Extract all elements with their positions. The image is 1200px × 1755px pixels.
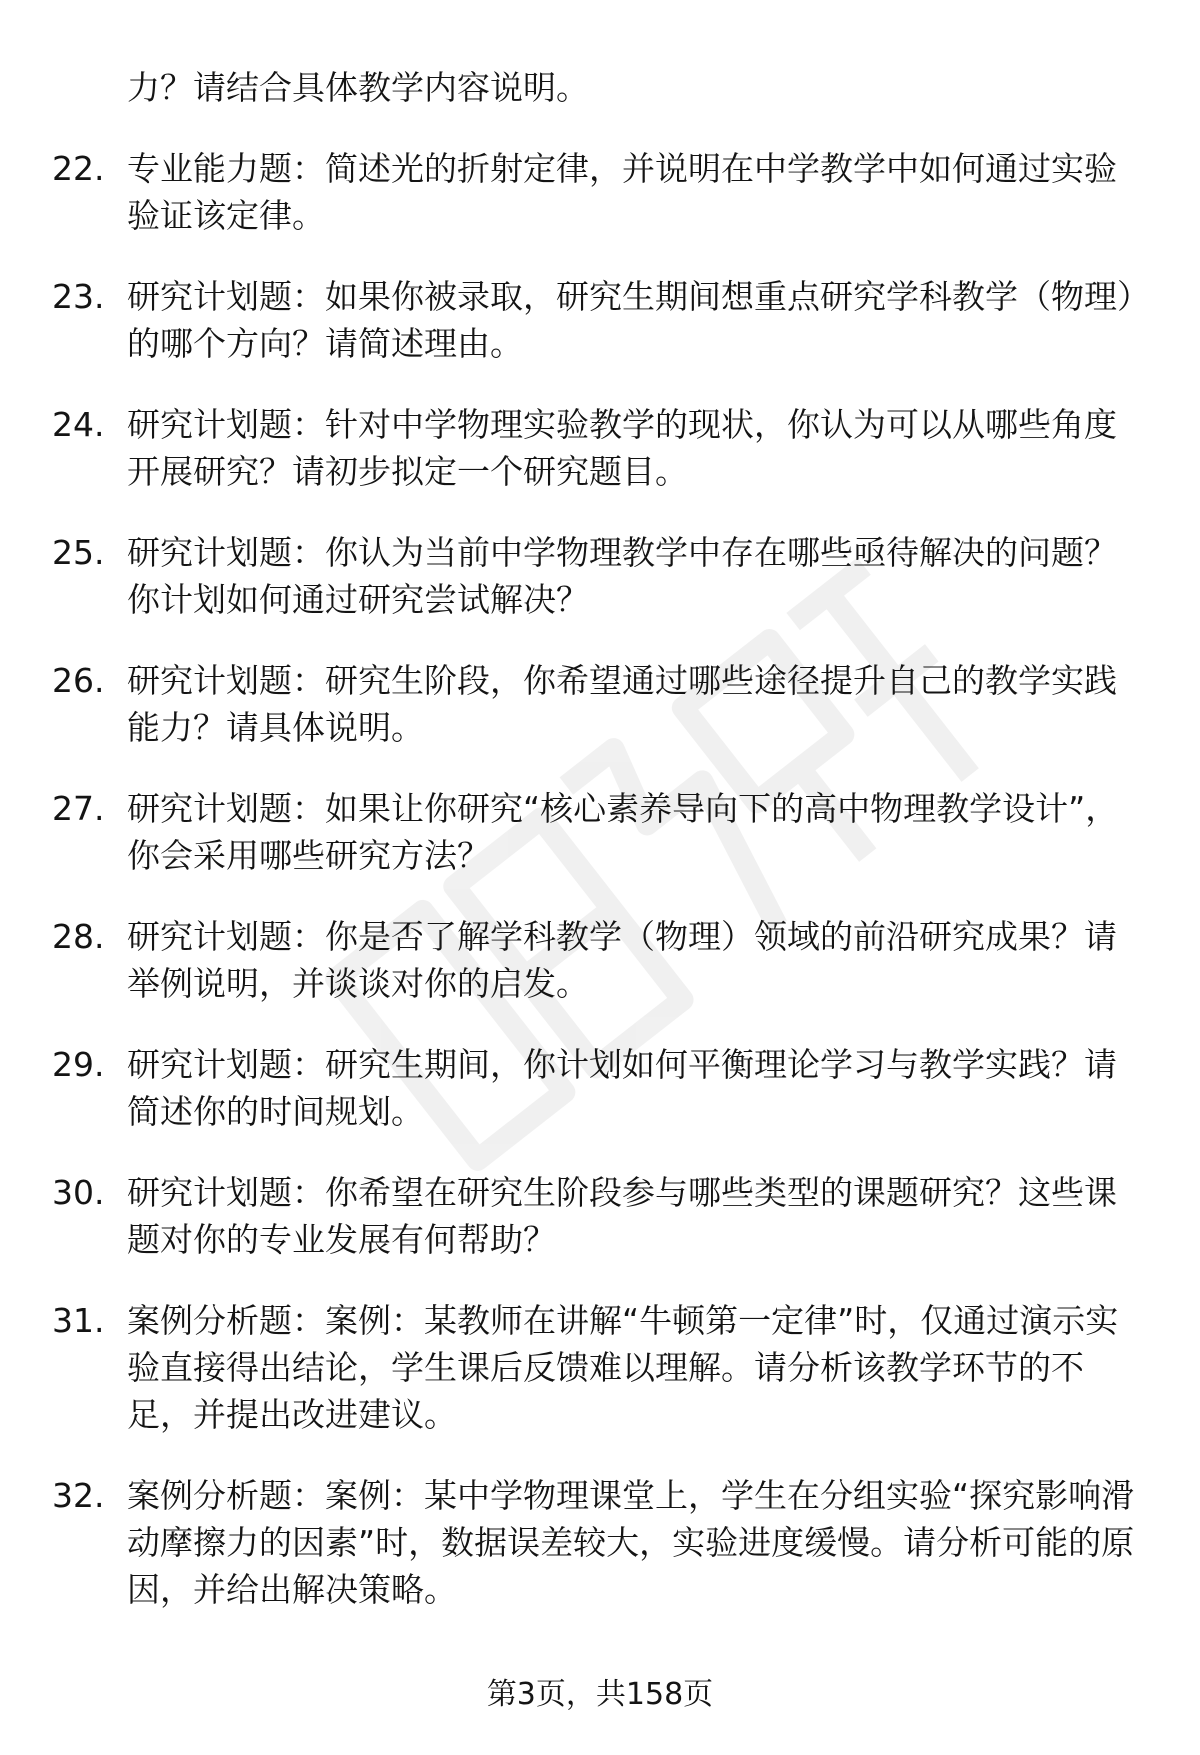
question-item	[0, 529, 1200, 623]
question-number: 26.	[52, 661, 105, 700]
question-text: 研究计划题：如果你被录取，研究生期间想重点研究学科教学（物理）的哪个方向？请简述理由。	[127, 277, 1134, 363]
question-item	[0, 1041, 1200, 1135]
continued-question-text: 力？请结合具体教学内容说明。	[127, 68, 589, 107]
question-number: 29.	[52, 1045, 105, 1084]
question-text: 研究计划题：研究生阶段，你希望通过哪些途径提升自己的教学实践能力？请具体说明。	[127, 661, 1117, 747]
question-item	[0, 273, 1200, 367]
question-number: 25.	[52, 533, 105, 572]
questions-container	[0, 145, 1200, 1613]
question-number: 27.	[52, 789, 105, 828]
question-number: 22.	[52, 149, 105, 188]
question-text: 案例分析题：案例：某教师在讲解“牛顿第一定律”时，仅通过演示实验直接得出结论，学生课后反馈难以理解。请分析该教学环节的不足，并提出改进建议。	[127, 1301, 1119, 1434]
question-text: 研究计划题：针对中学物理实验教学的现状，你认为可以从哪些角度开展研究？请初步拟定一个研究题目。	[127, 405, 1117, 491]
question-number: 28.	[52, 917, 105, 956]
page-number-footer: 第3页，共158页	[486, 1677, 714, 1712]
question-list	[0, 64, 1200, 1647]
question-item	[0, 785, 1200, 879]
question-number: 23.	[52, 277, 105, 316]
question-text: 专业能力题：简述光的折射定律，并说明在中学教学中如何通过实验验证该定律。	[127, 149, 1117, 235]
question-number: 31.	[52, 1301, 105, 1340]
question-item	[0, 1472, 1200, 1613]
question-text: 研究计划题：研究生期间，你计划如何平衡理论学习与教学实践？请简述你的时间规划。	[127, 1045, 1117, 1131]
question-item	[0, 145, 1200, 239]
question-item	[0, 1297, 1200, 1438]
question-text: 案例分析题：案例：某中学物理课堂上，学生在分组实验“探究影响滑动摩擦力的因素”时，数据误差较大，实验进度缓慢。请分析可能的原因，并给出解决策略。	[127, 1476, 1135, 1609]
question-number: 24.	[52, 405, 105, 444]
question-item	[0, 657, 1200, 751]
question-number: 32.	[52, 1476, 105, 1515]
question-text: 研究计划题：你认为当前中学物理教学中存在哪些亟待解决的问题？你计划如何通过研究尝试解决？	[127, 533, 1117, 619]
question-text: 研究计划题：你是否了解学科教学（物理）领域的前沿研究成果？请举例说明，并谈谈对你的启发。	[127, 917, 1117, 1003]
question-item	[0, 1169, 1200, 1263]
question-item	[0, 913, 1200, 1007]
question-text: 研究计划题：如果让你研究“核心素养导向下的高中物理教学设计”，你会采用哪些研究方法？	[127, 789, 1119, 875]
question-text: 研究计划题：你希望在研究生阶段参与哪些类型的课题研究？这些课题对你的专业发展有何帮助？	[127, 1173, 1117, 1259]
question-number: 30.	[52, 1173, 105, 1212]
question-item	[0, 401, 1200, 495]
